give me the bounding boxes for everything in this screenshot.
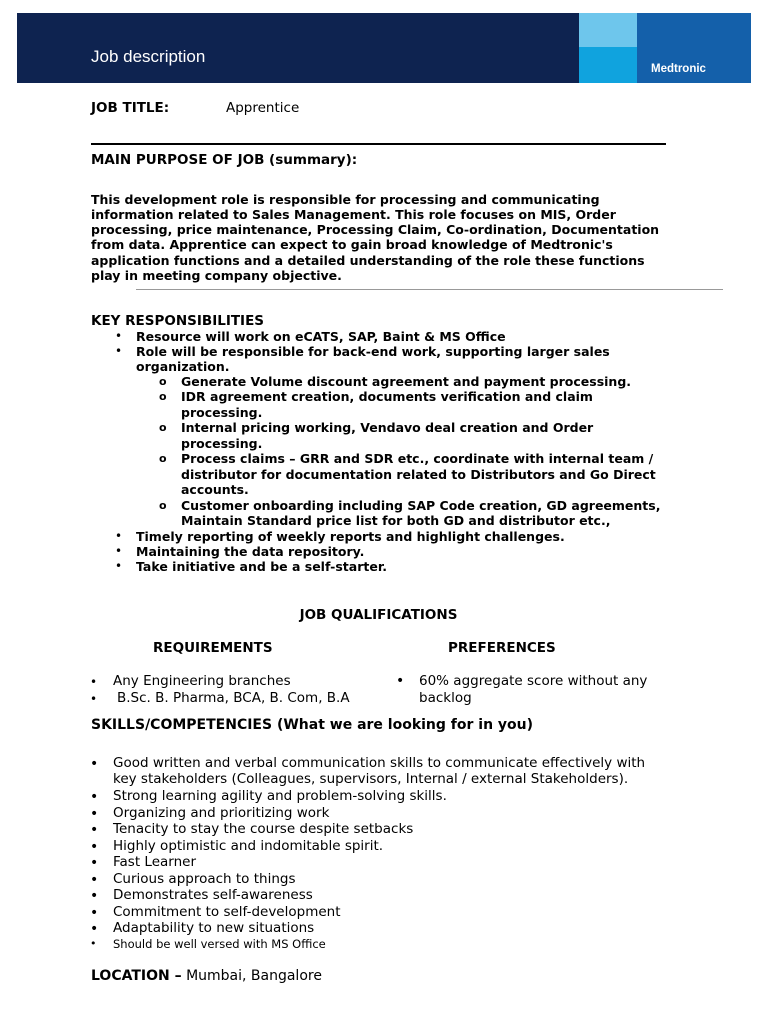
sub-bullet-icon: o (159, 452, 167, 465)
list-item: Role will be responsible for back-end work, supporting larger sales (136, 344, 610, 359)
preference-item: backlog (419, 690, 472, 706)
bullet-icon: • (90, 872, 99, 888)
preferences-heading: PREFERENCES (448, 640, 556, 656)
list-item: Customer onboarding including SAP Code creation, GD agreements, (181, 498, 661, 513)
preference-item: 60% aggregate score without any (419, 673, 648, 689)
bullet-icon: • (90, 806, 99, 822)
list-item: distributor for documentation related to Distributors and Go Direct (181, 467, 656, 482)
bullet-icon: • (90, 756, 99, 772)
location-value: Mumbai, Bangalore (186, 968, 322, 984)
skill-item: Tenacity to stay the course despite setbacks (113, 821, 414, 837)
skill-item: Good written and verbal communication skills to communicate effectively with (113, 755, 646, 771)
bullet-icon: • (115, 559, 123, 573)
list-item: IDR agreement creation, documents verification and claim (181, 389, 593, 404)
document-title: Job description (91, 47, 206, 66)
medtronic-logo (579, 13, 751, 83)
skill-item: Demonstrates self-awareness (113, 887, 313, 903)
sub-bullet-icon: o (159, 390, 167, 403)
skill-item: Adaptability to new situations (113, 920, 315, 936)
bullet-icon: • (90, 789, 99, 805)
sub-bullet-icon: o (159, 375, 167, 388)
divider (91, 143, 666, 145)
bullet-icon: • (90, 855, 99, 871)
list-item: organization. (136, 359, 230, 374)
list-item: Internal pricing working, Vendavo deal creation and Order (181, 420, 594, 435)
list-item: accounts. (181, 482, 249, 497)
list-item: Maintain Standard price list for both GD and distributor etc., (181, 513, 611, 528)
skills-heading: SKILLS/COMPETENCIES (What we are looking for in you) (91, 717, 534, 733)
requirement-item: B.Sc. B. Pharma, BCA, B. Com, B.A (117, 690, 350, 706)
skill-item: key stakeholders (Colleagues, supervisors, Internal / external Stakeholders). (113, 771, 629, 787)
skill-item: Should be well versed with MS Office (113, 937, 326, 951)
bullet-icon: • (90, 921, 99, 937)
list-item: Maintaining the data repository. (136, 544, 365, 559)
sub-bullet-icon: o (159, 421, 167, 434)
requirements-heading: REQUIREMENTS (153, 640, 273, 656)
bullet-icon: • (90, 839, 99, 855)
key-responsibilities-heading: KEY RESPONSIBILITIES (91, 313, 265, 329)
bullet-icon: • (90, 937, 97, 950)
bullet-icon: • (90, 888, 99, 904)
sub-bullet-icon: o (159, 499, 167, 512)
bullet-icon: • (115, 544, 123, 558)
skill-item: Strong learning agility and problem-solving skills. (113, 788, 447, 804)
job-title-value: Apprentice (226, 100, 300, 116)
location (91, 968, 322, 984)
skill-item: Commitment to self-development (113, 904, 341, 920)
bullet-icon: • (115, 329, 123, 343)
bullet-icon: • (115, 529, 123, 543)
skill-item: Curious approach to things (113, 871, 296, 887)
bullet-icon: • (396, 673, 405, 689)
logo-wordmark: Medtronic (651, 63, 706, 75)
list-item: Resource will work on eCATS, SAP, Baint & MS Office (136, 329, 506, 344)
list-item: Process claims – GRR and SDR etc., coordinate with internal team / (181, 451, 654, 466)
skill-item: Fast Learner (113, 854, 197, 870)
list-item: Generate Volume discount agreement and payment processing. (181, 374, 632, 389)
bullet-icon: • (90, 692, 98, 706)
bullet-icon: • (115, 344, 123, 358)
skill-item: Organizing and prioritizing work (113, 805, 330, 821)
bullet-icon: • (90, 822, 99, 838)
divider (136, 289, 723, 290)
skill-item: Highly optimistic and indomitable spirit. (113, 838, 384, 854)
bullet-icon: • (90, 905, 99, 921)
bullet-icon: • (90, 675, 98, 689)
requirement-item: Any Engineering branches (113, 673, 291, 689)
main-purpose-heading: MAIN PURPOSE OF JOB (summary): (91, 152, 358, 168)
list-item: processing. (181, 405, 263, 420)
list-item: Timely reporting of weekly reports and highlight challenges. (136, 529, 565, 544)
qualifications-heading: JOB QUALIFICATIONS (299, 607, 458, 623)
location-label: LOCATION – (91, 968, 182, 984)
job-title-label: JOB TITLE: (91, 100, 170, 116)
list-item: processing. (181, 436, 263, 451)
list-item: Take initiative and be a self-starter. (136, 559, 387, 574)
